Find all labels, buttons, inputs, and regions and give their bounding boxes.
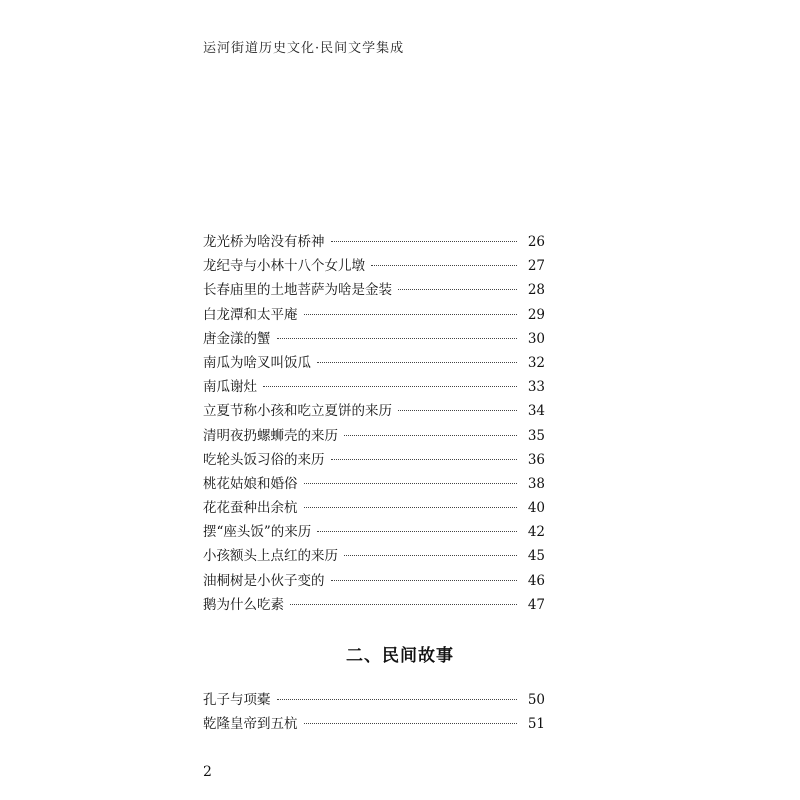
dot-leader: [331, 459, 518, 460]
toc-entry[interactable]: [203, 546, 545, 570]
toc-entry-page: 34: [527, 403, 545, 420]
toc-entry-page: 35: [527, 427, 545, 444]
dot-leader: [317, 531, 517, 532]
toc-entry-title: 桃花姑娘和婚俗: [203, 475, 298, 492]
toc-entry[interactable]: [203, 474, 545, 498]
running-header: 运河街道历史文化·民间文学集成: [203, 41, 405, 56]
dot-leader: [398, 410, 517, 411]
toc-entry-title: 清明夜扔螺蛳壳的来历: [203, 427, 338, 444]
toc-entry-page: 40: [527, 500, 545, 517]
toc-entry[interactable]: [203, 522, 545, 546]
toc-entry[interactable]: [203, 595, 545, 619]
toc-entry[interactable]: [203, 232, 545, 256]
toc-entry-title: 孔子与项橐: [203, 692, 271, 708]
toc-entry-page: 28: [527, 282, 545, 299]
toc-entry-title: 南瓜谢灶: [203, 379, 257, 396]
toc-list-folk-customs: [203, 232, 545, 619]
toc-entry[interactable]: [203, 280, 545, 304]
toc-entry[interactable]: [203, 401, 545, 425]
toc-entry-page: 32: [527, 354, 545, 371]
toc-entry-title: 立夏节称小孩和吃立夏饼的来历: [203, 403, 392, 420]
toc-entry[interactable]: [203, 329, 545, 353]
dot-leader: [304, 507, 518, 508]
toc-entry-title: 乾隆皇帝到五杭: [203, 716, 298, 733]
dot-leader: [331, 580, 518, 581]
dot-leader: [304, 483, 518, 484]
toc-entry-title: 长春庙里的土地菩萨为啥是金装: [203, 282, 392, 299]
toc-entry-title: 花花蚕种出余杭: [203, 500, 298, 517]
dot-leader: [317, 362, 517, 363]
toc-entry-page: 33: [527, 379, 545, 396]
toc-entry-page: 29: [527, 306, 545, 323]
toc-entry[interactable]: [203, 353, 545, 377]
toc-entry-page: 27: [527, 258, 545, 275]
toc-entry[interactable]: [203, 450, 545, 474]
toc-entry-title: 吃轮头饭习俗的来历: [203, 451, 325, 468]
dot-leader: [290, 604, 517, 605]
dot-leader: [371, 265, 517, 266]
toc-entry[interactable]: [203, 690, 545, 714]
toc-entry[interactable]: [203, 256, 545, 280]
toc-entry-title: 南瓜为啥叉叫饭瓜: [203, 354, 311, 371]
toc-entry-page: 42: [527, 524, 545, 541]
toc-entry-title: 摆“座头饭”的来历: [203, 524, 312, 541]
dot-leader: [304, 723, 518, 724]
dot-leader: [277, 338, 518, 339]
dot-leader: [277, 699, 518, 700]
toc-entry-page: 46: [527, 572, 545, 589]
toc-entry[interactable]: [203, 377, 545, 401]
toc-entry-title: 龙纪寺与小林十八个女儿墩: [203, 258, 365, 275]
toc-entry-page: 51: [527, 716, 545, 733]
toc-entry[interactable]: [203, 571, 545, 595]
section-heading: 二、民间故事: [346, 646, 454, 666]
toc-entry-title: 唐金漾的蟹: [203, 330, 271, 347]
toc-entry-title: 白龙潭和太平庵: [203, 306, 298, 323]
toc-entry-title: 龙光桥为啥没有桥神: [203, 234, 325, 250]
toc-entry[interactable]: [203, 426, 545, 450]
dot-leader: [344, 555, 517, 556]
page-number: 2: [203, 764, 212, 780]
toc-entry-page: 45: [527, 548, 545, 565]
dot-leader: [398, 289, 517, 290]
toc-entry-title: 小孩额头上点红的来历: [203, 548, 338, 565]
toc-entry-page: 38: [527, 475, 545, 492]
dot-leader: [304, 314, 518, 315]
toc-entry[interactable]: [203, 305, 545, 329]
toc-entry-title: 鹅为什么吃素: [203, 596, 284, 613]
toc-entry-title: 油桐树是小伙子变的: [203, 572, 325, 589]
toc-entry-page: 26: [527, 234, 545, 250]
toc-list-folk-stories: [203, 690, 545, 738]
dot-leader: [263, 386, 517, 387]
toc-entry-page: 50: [527, 692, 545, 708]
toc-entry-page: 30: [527, 330, 545, 347]
dot-leader: [344, 435, 517, 436]
dot-leader: [331, 241, 518, 242]
toc-entry[interactable]: [203, 498, 545, 522]
toc-entry-page: 47: [527, 596, 545, 613]
toc-entry-page: 36: [527, 451, 545, 468]
toc-entry[interactable]: [203, 714, 545, 738]
